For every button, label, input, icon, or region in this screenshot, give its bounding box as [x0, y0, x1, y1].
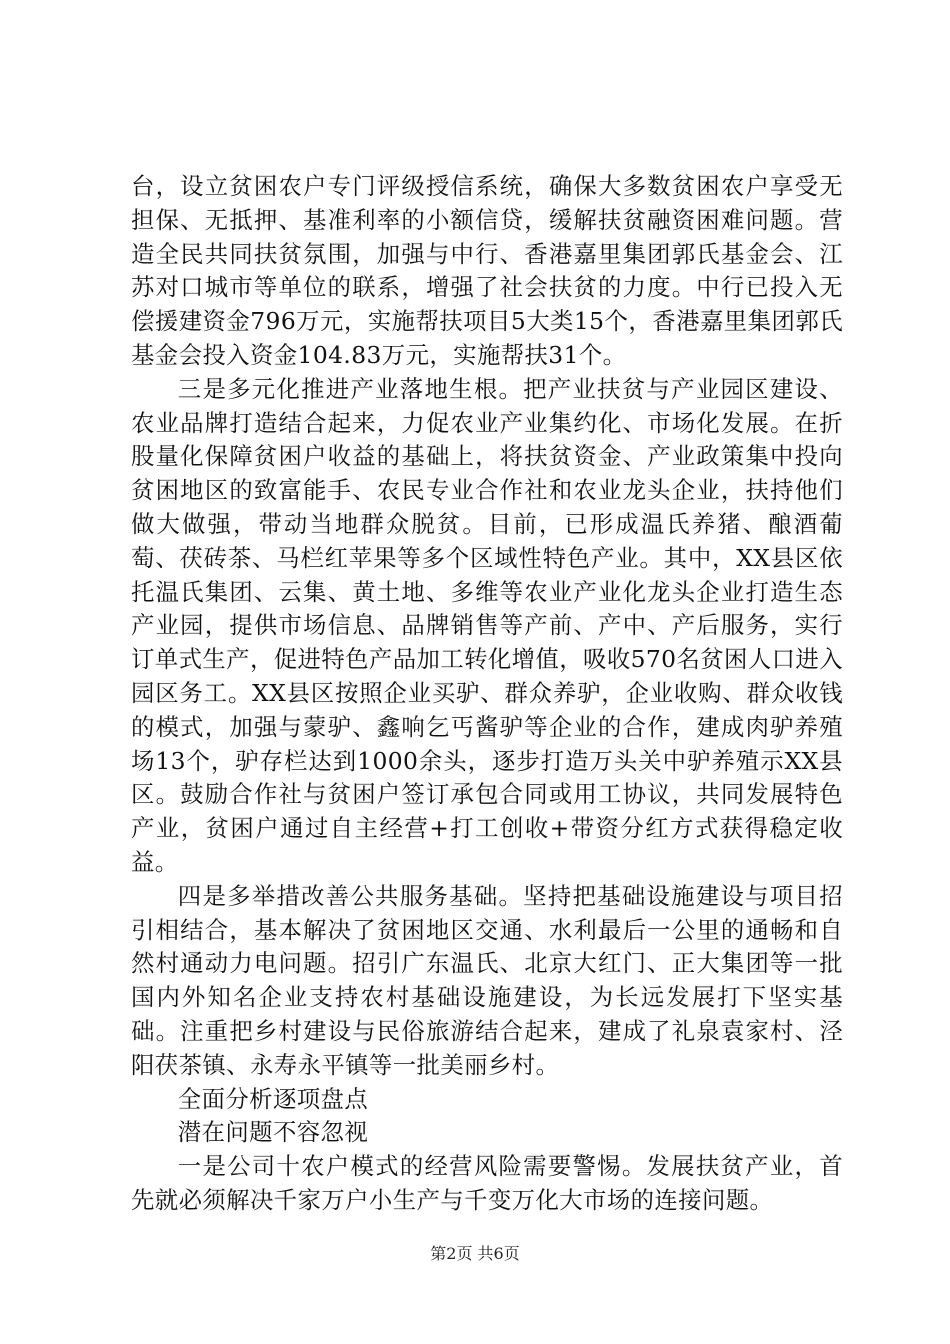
paragraph-3: 四是多举措改善公共服务基础。坚持把基础设施建设与项目招引相结合，基本解决了贫困地区交通、水利最后一公里的通畅和自然村通动力电问题。招引广东温氏、北京大红门、正大集团等一批国内外知名企业支持农村基础设施建设，为长远发展打下坚实基础。注重把乡村建设与民俗旅游结合起来，建成了礼泉袁家村、泾阳茯茶镇、永寿永平镇等一批美丽乡村。 [131, 881, 843, 1079]
page-number: 第2页 共6页 [430, 1244, 520, 1263]
paragraph-1: 台，设立贫困农户专门评级授信系统，确保大多数贫困农户享受无担保、无抵押、基准利率的小额信贷，缓解扶贫融资困难问题。营造全民共同扶贫氛围，加强与中行、香港嘉里集团郭氏基金会、江苏对口城市等单位的联系，增强了社会扶贫的力度。中行已投入无偿援建资金796万元，实施帮扶项目5大类15个，香港嘉里集团郭氏基金会投入资金104.83万元，实施帮扶31个。 [131, 172, 843, 369]
paragraph-2: 三是多元化推进产业落地生根。把产业扶贫与产业园区建设、农业品牌打造结合起来，力促农业产业集约化、市场化发展。在折股量化保障贫困户收益的基础上，将扶贫资金、产业政策集中投向贫困地区的致富能手、农民专业合作社和农业龙头企业，扶持他们做大做强，带动当地群众脱贫。目前，已形成温氏养猪、酿酒葡萄、茯砖茶、马栏红苹果等多个区域性特色产业。其中，XX县区依托温氏集团、云集、黄土地、多维等农业产业化龙头企业打造生态产业园，提供市场信息、品牌销售等产前、产中、产后服务，实行订单式生产，促进特色产品加工转化增值，吸收570名贫困人口进入园区务工。XX县区按照企业买驴、群众养驴，企业收购、群众收钱的模式，加强与蒙驴、鑫响乞丐酱驴等企业的合作，建成肉驴养殖场13个，驴存栏达到1000余头，逐步打造万头关中驴养殖示XX县区。鼓励合作社与贫困户签订承包合同或用工协议，共同发展特色产业，贫困户通过自主经营+打工创收+带资分红方式获得稳定收益。 [131, 374, 843, 876]
page-footer [0, 1241, 950, 1264]
document-body [131, 170, 843, 1218]
paragraph-4: 一是公司十农户模式的经营风险需要警惕。发展扶贫产业，首先就必须解决千家万户小生产与千变万化大市场的连接问题。 [131, 1152, 843, 1214]
section-heading-2: 潜在问题不容忽视 [177, 1118, 369, 1147]
section-heading-1: 全面分析逐项盘点 [177, 1084, 369, 1113]
